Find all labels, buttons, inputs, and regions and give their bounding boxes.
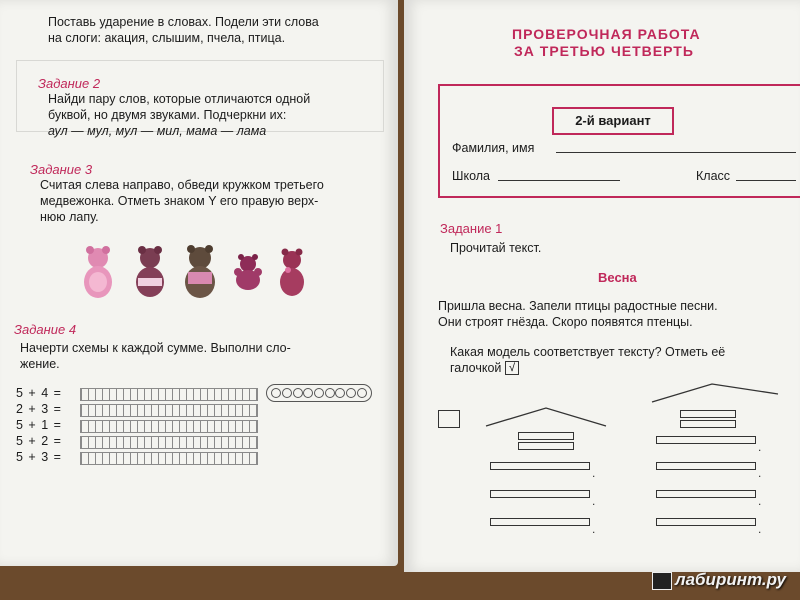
circle-icon: [335, 388, 345, 398]
left-page: [0, 0, 398, 566]
model-bar: [490, 462, 590, 470]
intro-line-2: на слоги: акация, слышим, пчела, птица.: [48, 31, 286, 45]
model-bar: [490, 518, 590, 526]
model-bar: [656, 436, 756, 444]
task4-title: Задание 4: [14, 322, 77, 337]
model-bar: [656, 490, 756, 498]
intro-line-1: Поставь ударение в словах. Подели эти слова: [48, 15, 319, 29]
model-bar: [518, 432, 574, 440]
teddy-bear-icon[interactable]: [234, 254, 262, 290]
checkmark-icon: √: [505, 361, 519, 375]
task4-line-2: жение.: [20, 357, 60, 371]
circle-icon: [314, 388, 324, 398]
model-bar: [656, 518, 756, 526]
roof-icon: [650, 382, 780, 406]
class-label: Класс: [696, 169, 731, 183]
task2-line-2: буквой, но двумя звуками. Подчеркни их:: [48, 108, 287, 122]
sum-3: 5 + 1 =: [16, 418, 62, 432]
task1-title: Задание 1: [440, 221, 503, 236]
labirint-logo-icon: [652, 572, 672, 590]
circle-icon: [346, 388, 356, 398]
teddy-bear-icon[interactable]: [185, 245, 215, 298]
surname-label: Фамилия, имя: [452, 141, 535, 155]
model-bar: [680, 420, 736, 428]
question-line-1: Какая модель соответствует тексту? Отметь её: [450, 345, 726, 359]
header-line-2: ЗА ТРЕТЬЮ ЧЕТВЕРТЬ: [514, 43, 694, 59]
task2-title: Задание 2: [38, 76, 101, 91]
roof-icon: [484, 406, 608, 428]
circles-scheme: [266, 384, 372, 402]
task3-line-1: Считая слева направо, обведи кружком третьего: [40, 178, 324, 192]
class-field[interactable]: [736, 180, 796, 181]
answer-cells[interactable]: [80, 388, 258, 401]
teddy-bear-icon[interactable]: [136, 246, 164, 297]
watermark: [652, 570, 786, 590]
model-bar: [656, 462, 756, 470]
task2-words: аул — мул, мул — мил, мама — лама: [48, 124, 267, 138]
answer-cells[interactable]: [80, 436, 258, 449]
sum-1: 5 + 4 =: [16, 386, 62, 400]
text-line-1: Пришла весна. Запели птицы радостные песни.: [438, 299, 718, 313]
variant-label: 2-й вариант: [552, 107, 674, 135]
task1-instruction: Прочитай текст.: [450, 241, 542, 255]
surname-field[interactable]: [556, 152, 796, 153]
task4-line-1: Начерти схемы к каждой сумме. Выполни сло-: [20, 341, 291, 355]
task2-line-1: Найди пару слов, которые отличаются одной: [48, 92, 311, 106]
circle-icon: [325, 388, 335, 398]
circle-icon: [282, 388, 292, 398]
model-bar: [518, 442, 574, 450]
task3-line-2: медвежонка. Отметь знаком Y его правую верх-: [40, 194, 319, 208]
model-bar: [490, 490, 590, 498]
task3-title: Задание 3: [30, 162, 93, 177]
teddy-bear-icon[interactable]: [280, 249, 304, 297]
answer-cells[interactable]: [80, 420, 258, 433]
teddy-bears-illustration: [76, 244, 316, 302]
circle-icon: [271, 388, 281, 398]
circle-icon: [293, 388, 303, 398]
sum-5: 5 + 3 =: [16, 450, 62, 464]
answer-cells[interactable]: [80, 404, 258, 417]
answer-checkbox[interactable]: [438, 410, 460, 428]
task3-line-3: нюю лапу.: [40, 210, 99, 224]
circle-icon: [357, 388, 367, 398]
answer-cells[interactable]: [80, 452, 258, 465]
circle-icon: [303, 388, 313, 398]
sum-2: 2 + 3 =: [16, 402, 62, 416]
sum-4: 5 + 2 =: [16, 434, 62, 448]
watermark-text: лабиринт.ру: [675, 570, 786, 589]
header-line-1: ПРОВЕРОЧНАЯ РАБОТА: [512, 26, 701, 42]
question-line-2: галочкой: [450, 361, 502, 375]
model-bar: [680, 410, 736, 418]
teddy-bear-icon[interactable]: [84, 246, 112, 298]
school-field[interactable]: [498, 180, 620, 181]
school-label: Школа: [452, 169, 490, 183]
text-line-2: Они строят гнёзда. Скоро появятся птенцы.: [438, 315, 693, 329]
text-title: Весна: [598, 270, 637, 285]
